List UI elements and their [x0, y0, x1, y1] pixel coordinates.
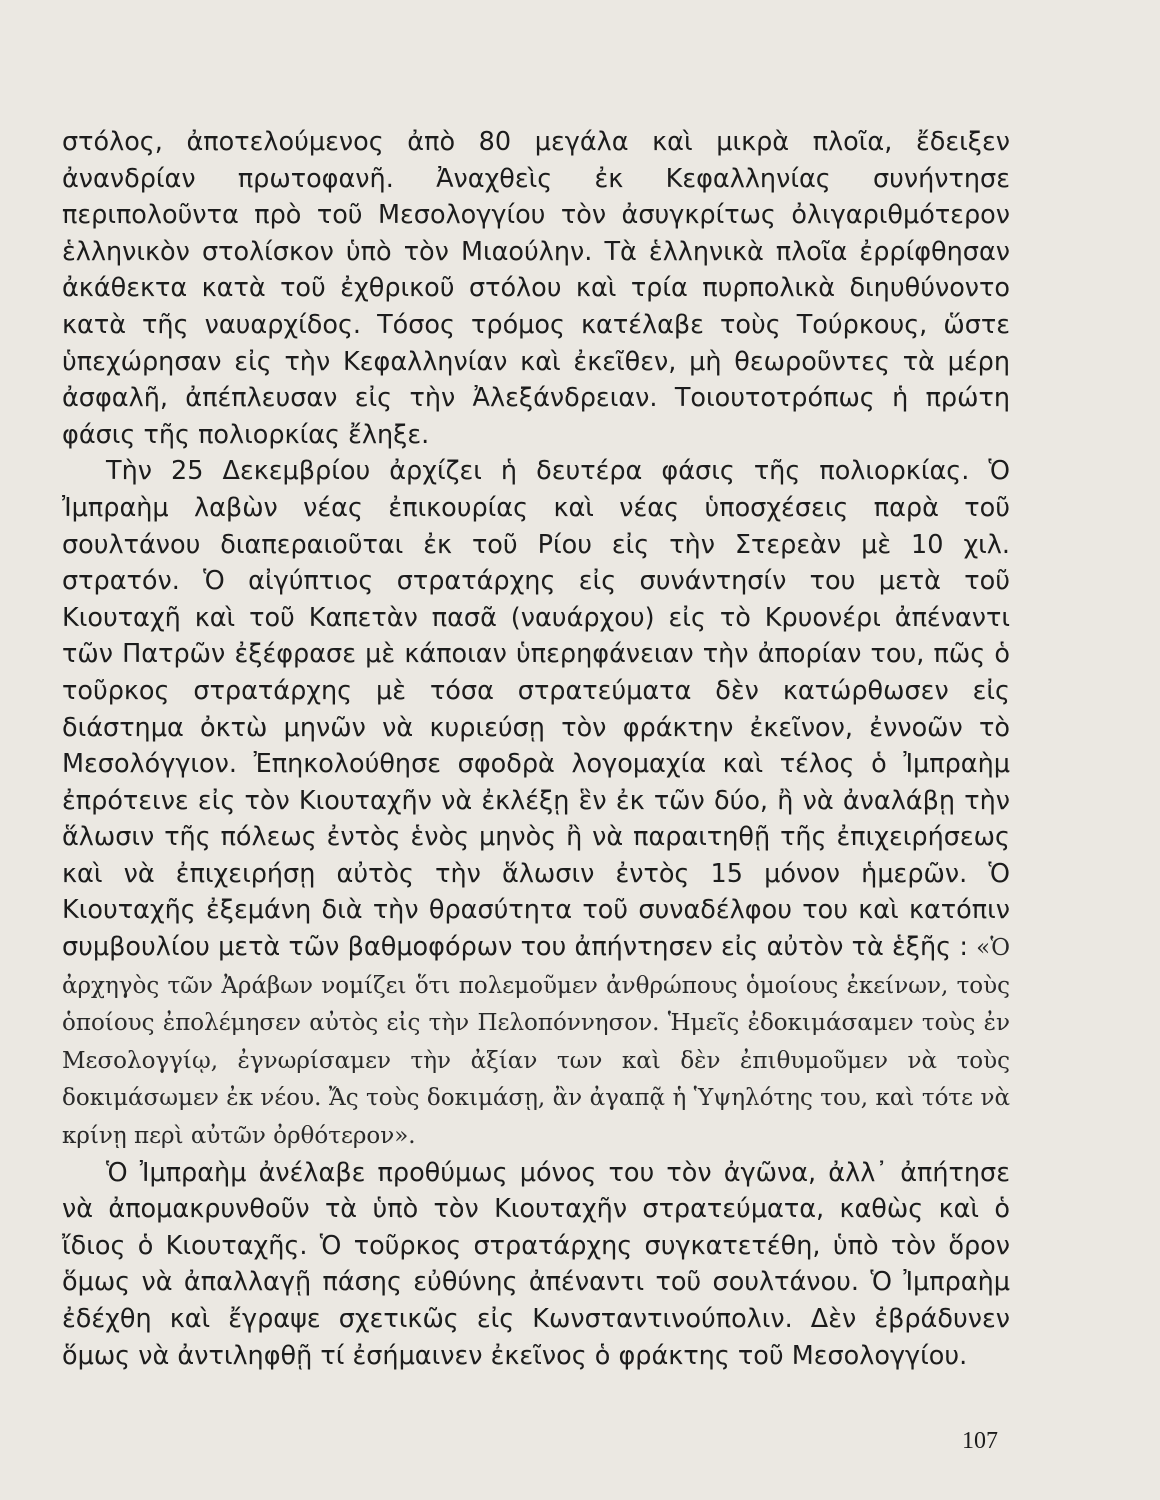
paragraph-1	[62, 124, 1010, 453]
paragraph-3	[62, 1155, 1010, 1375]
page-number: 107	[962, 1428, 998, 1454]
paragraph-2	[62, 453, 1010, 1154]
kioutachis-quote: «Ὁ ἀρχηγὸς τῶν Ἀράβων νομίζει ὅτι πολεμοῦμεν ἀνθρώπους ὁμοίους ἐκείνων, τοὺς ὁποίους ἐπολέμησεν αὐτὸς εἰς τὴν Πελοπόννησον. Ἡμεῖς ἐδοκιμάσαμεν τοὺς ἐν Μεσολογγίῳ, ἐγνωρίσαμεν τὴν ἀξίαν των καὶ δὲν ἐπιθυμοῦμεν νὰ τοὺς δοκιμάσωμεν ἐκ νέου. Ἄς τοὺς δοκιμάσῃ, ἂν ἀγαπᾷ ἡ Ὑψηλότης του, καὶ τότε νὰ κρίνῃ περὶ αὐτῶν ὀρθότερον».	[62, 935, 1010, 1150]
paragraph-2-text: Τὴν 25 Δεκεμβρίου ἀρχίζει ἡ δευτέρα φάσις τῆς πολιορκίας. Ὁ Ἰμπραὴμ λαβὼν νέας ἐπικουρίας καὶ νέας ὑποσχέσεις παρὰ τοῦ σουλτάνου διαπεραιοῦται ἐκ τοῦ Ρίου εἰς τὴν Στερεὰν μὲ 10 χιλ. στρατόν. Ὁ αἰγύπτιος στρατάρχης εἰς συνάντησίν του μετὰ τοῦ Κιουταχῆ καὶ τοῦ Καπετὰν πασᾶ (ναυάρχου) εἰς τὸ Κρυονέρι ἀπέναντι τῶν Πατρῶν ἐξέφρασε μὲ κάποιαν ὑπερηφάνειαν τὴν ἀπορίαν του, πῶς ὁ τοῦρκος στρατάρχης μὲ τόσα στρατεύματα δὲν κατώρθωσεν εἰς διάστημα ὀκτὼ μηνῶν νὰ κυριεύσῃ τὸν φράκτην ἐκεῖνον, ἐννοῶν τὸ Μεσολόγγιον. Ἐπηκολούθησε σφοδρὰ λογομαχία καὶ τέλος ὁ Ἰμπραὴμ ἐπρότεινε εἰς τὸν Κιουταχῆν νὰ ἐκλέξῃ ἓν ἐκ τῶν δύο, ἢ νὰ ἀναλάβῃ τὴν ἅλωσιν τῆς πόλεως ἐντὸς ἑνὸς μηνὸς ἢ νὰ παραιτηθῇ τῆς ἐπιχειρήσεως καὶ νὰ ἐπιχειρήσῃ αὐτὸς τὴν ἅλωσιν ἐντὸς 15 μόνον ἡμερῶν. Ὁ Κιουταχῆς ἐξεμάνη διὰ τὴν θρασύτητα τοῦ συναδέλφου του καὶ κατόπιν συμβουλίου μετὰ τῶν βαθμοφόρων του ἀπήντησεν εἰς αὐτὸν τὰ ἑξῆς :	[62, 456, 1010, 963]
paragraph-1-text: στόλος, ἀποτελούμενος ἀπὸ 80 μεγάλα καὶ μικρὰ πλοῖα, ἔδειξεν ἀνανδρίαν πρωτοφανῆ. Ἀναχθεὶς ἐκ Κεφαλληνίας συνήντησε περιπολοῦντα πρὸ τοῦ Μεσολογγίου τὸν ἀσυγκρίτως ὀλιγαριθμότερον ἑλληνικὸν στολίσκον ὑπὸ τὸν Μιαούλην. Τὰ ἑλληνικὰ πλοῖα ἐρρίφθησαν ἀκάθεκτα κατὰ τοῦ ἐχθρικοῦ στόλου καὶ τρία πυρπολικὰ διηυθύνοντο κατὰ τῆς ναυαρχίδος. Τόσος τρόμος κατέλαβε τοὺς Τούρκους, ὥστε ὑπεχώρησαν εἰς τὴν Κεφαλληνίαν καὶ ἐκεῖθεν, μὴ θεωροῦντες τὰ μέρη ἀσφαλῆ, ἀπέπλευσαν εἰς τὴν Ἀλεξάνδρειαν. Τοιουτοτρόπως ἡ πρώτη φάσις τῆς πολιορκίας ἔληξε.	[62, 127, 1010, 450]
paragraph-3-text: Ὁ Ἰμπραὴμ ἀνέλαβε προθύμως μόνος του τὸν ἀγῶνα, ἀλλ᾽ ἀπήτησε νὰ ἀπομακρυνθοῦν τὰ ὑπὸ τὸν Κιουταχῆν στρατεύματα, καθὼς καὶ ὁ ἴδιος ὁ Κιουταχῆς. Ὁ τοῦρκος στρατάρχης συγκατετέθη, ὑπὸ τὸν ὅρον ὅμως νὰ ἀπαλλαγῇ πάσης εὐθύνης ἀπέναντι τοῦ σουλτάνου. Ὁ Ἰμπραὴμ ἐδέχθη καὶ ἔγραψε σχετικῶς εἰς Κωνσταντινούπολιν. Δὲν ἐβράδυνεν ὅμως νὰ ἀντιληφθῇ τί ἐσήμαινεν ἐκεῖνος ὁ φράκτης τοῦ Μεσολογγίου.	[62, 1157, 1010, 1371]
body-text	[62, 124, 1010, 1374]
